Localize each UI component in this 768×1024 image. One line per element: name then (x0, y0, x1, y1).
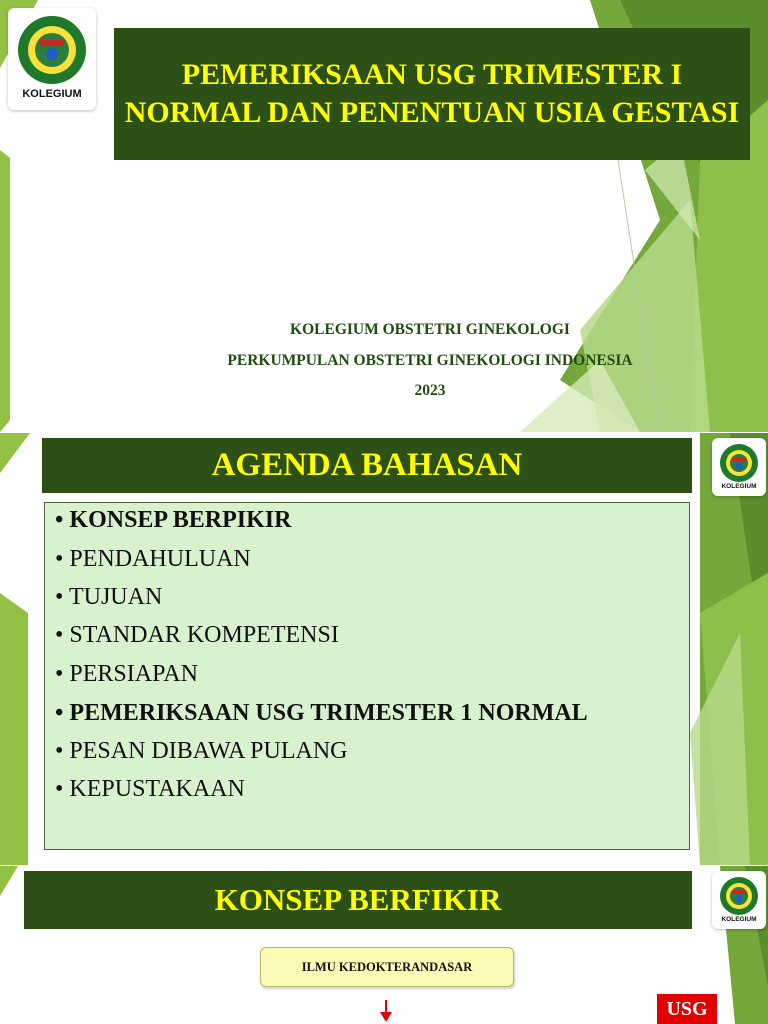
logo-label: KOLEGIUM (721, 483, 757, 490)
kolegium-logo (712, 438, 766, 496)
slide-title (0, 0, 768, 432)
agenda-heading: AGENDA BAHASAN (42, 438, 692, 493)
konsep-heading: KONSEP BERFIKIR (24, 871, 692, 929)
slide-agenda (0, 433, 768, 865)
concept-box: ILMU KEDOKTERANDASAR (260, 947, 514, 987)
subtitle-line-2: PERKUMPULAN OBSTETRI GINEKOLOGI INDONESIA (227, 352, 633, 369)
agenda-item: • STANDAR KOMPETENSI (55, 622, 339, 648)
agenda-list (44, 502, 690, 850)
agenda-item: • PEMERIKSAAN USG TRIMESTER 1 NORMAL (55, 700, 588, 726)
agenda-item: • KONSEP BERPIKIR (55, 507, 292, 533)
agenda-item: • PESAN DIBAWA PULANG (55, 738, 348, 764)
subtitle-line-1: KOLEGIUM OBSTETRI GINEKOLOGI (290, 321, 570, 338)
logo-label: KOLEGIUM (721, 916, 757, 923)
agenda-item: • PENDAHULUAN (55, 546, 251, 572)
subtitle-year: 2023 (414, 382, 446, 399)
red-down-arrow-icon (376, 1000, 396, 1024)
kolegium-logo (712, 871, 766, 929)
slide-konsep (0, 866, 768, 1024)
logo-label: KOLEGIUM (22, 88, 82, 100)
slide-title-heading: PEMERIKSAAN USG TRIMESTER I NORMAL DAN PENENTUAN USIA GESTASI (114, 28, 750, 160)
usg-tag: USG (657, 994, 717, 1024)
agenda-item: • TUJUAN (55, 584, 163, 610)
agenda-item: • PERSIAPAN (55, 661, 198, 687)
kolegium-logo (8, 8, 96, 110)
agenda-item: • KEPUSTAKAAN (55, 776, 245, 802)
